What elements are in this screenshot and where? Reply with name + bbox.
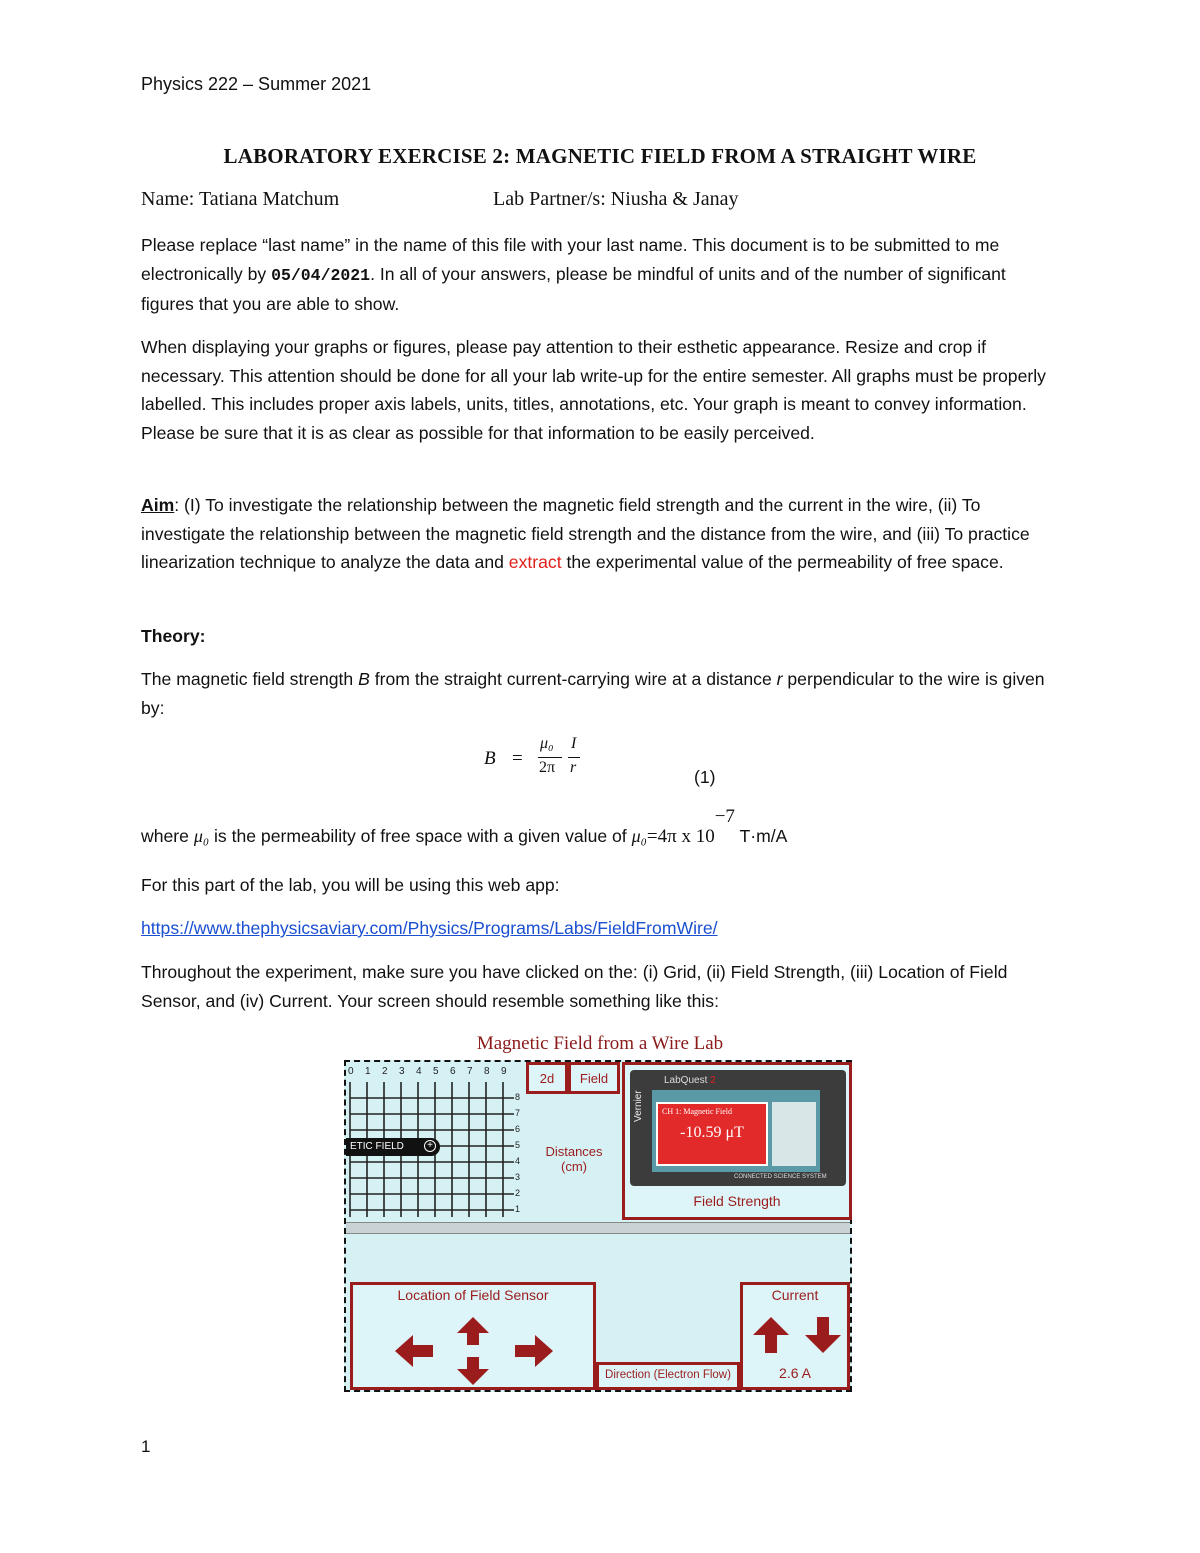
device-screen: [652, 1090, 820, 1172]
vernier-logo: Vernier: [633, 1090, 644, 1122]
figure-title: Magnetic Field from a Wire Lab: [476, 1033, 724, 1054]
equation-number: (1): [694, 767, 716, 787]
page-header: Physics 222 – Summer 2021: [141, 74, 372, 94]
due-date: 05/04/2021: [271, 265, 371, 285]
aim-label: Aim: [141, 495, 175, 515]
field-strength-panel[interactable]: LabQuest 2 Vernier CH 1: Magnetic Field -10.59 μT CONNECTED SCIENCE SYSTEM Field Strength: [622, 1062, 852, 1220]
webapp-link-line: [141, 914, 1061, 943]
webapp-line: For this part of the lab, you will be using this web app:: [141, 875, 560, 895]
distances-label: Distances (cm): [545, 1144, 603, 1174]
extract-highlight: extract: [508, 552, 562, 573]
aim-paragraph: Aim: (I) To investigate the relationship between the magnetic field strength and the current in the wire, (ii) To investigate the relationship between the magnetic field strength and the distance from the wire, and (iii) To practice linearization technique to analyze the data and extract the experimental value of the permeability of free space.: [141, 495, 1030, 573]
sensor-arrows: [393, 1315, 563, 1387]
arrow-up-icon: [457, 1317, 489, 1345]
student-name: Name: Tatiana Matchum: [141, 188, 340, 210]
btn-field[interactable]: Field: [568, 1062, 620, 1094]
arrow-left-icon: [395, 1335, 433, 1367]
intro-paragraph-2: When displaying your graphs or figures, please pay attention to their esthetic appearance. Resize and crop if necessary. This attention should be done for all your lab write-up for the entire semester. All graphs must be properly labelled. This includes proper axis labels, units, titles, annotations, etc. Your graph is meant to convey information. Please be sure that it is as clear as possible for that information to be easily perceived.: [141, 337, 1046, 443]
equation-1: B = μ₀ 2π I r: [484, 735, 594, 785]
lab-partners: Lab Partner/s: Niusha & Janay: [493, 188, 739, 210]
reading-box: CH 1: Magnetic Field -10.59 μT: [656, 1102, 768, 1166]
probe-crosshair-icon: +: [424, 1140, 436, 1152]
location-panel: Location of Field Sensor: [350, 1282, 596, 1390]
btn-2d[interactable]: 2d: [526, 1062, 568, 1094]
field-probe[interactable]: ETIC FIELD +: [346, 1138, 440, 1156]
current-down-icon: [805, 1317, 841, 1353]
current-up-icon: [753, 1317, 789, 1353]
simulation-screenshot: [344, 1060, 852, 1392]
document-title: LABORATORY EXERCISE 2: MAGNETIC FIELD FROM A STRAIGHT WIRE: [223, 144, 977, 168]
grid-panel: 0 1 2 3 4 5 6 7 8 9 8 7 6 5 4 3 2 1 ETIC FIELD +: [346, 1062, 522, 1224]
current-value: 2.6 A: [779, 1365, 811, 1381]
labquest-device: LabQuest 2 Vernier CH 1: Magnetic Field -10.59 μT CONNECTED SCIENCE SYSTEM: [630, 1070, 846, 1186]
wire: [346, 1222, 850, 1234]
page-number: 1: [141, 1437, 151, 1456]
mu-definition: where μ₀ is the permeability of free space with a given value of μ₀=4π x 10−7 T·m/A: [141, 806, 788, 847]
intro-paragraph-1: Please replace “last name” in the name of this file with your last name. This document is to be submitted to me electronically by 05/04/2021. In all of your answers, please be mindful of units and of the number of significant figures that you are able to show.: [141, 235, 1006, 315]
instructions-paragraph: Throughout the experiment, make sure you have clicked on the: (i) Grid, (ii) Field Strength, (iii) Location of Field Sensor, and (iv) Current. Your screen should resemble something like this:: [141, 962, 1008, 1011]
arrow-down-icon: [457, 1357, 489, 1385]
webapp-link[interactable]: https://www.thephysicsaviary.com/Physics/Programs/Labs/FieldFromWire/: [141, 918, 718, 938]
current-arrows: [751, 1315, 843, 1355]
current-panel: Current 2.6 A: [740, 1282, 850, 1390]
arrow-right-icon: [515, 1335, 553, 1367]
direction-button[interactable]: Direction (Electron Flow): [596, 1362, 740, 1390]
theory-paragraph: The magnetic field strength B from the straight current-carrying wire at a distance r perpendicular to the wire is given by:: [141, 669, 1045, 718]
theory-heading: Theory:: [141, 626, 206, 646]
